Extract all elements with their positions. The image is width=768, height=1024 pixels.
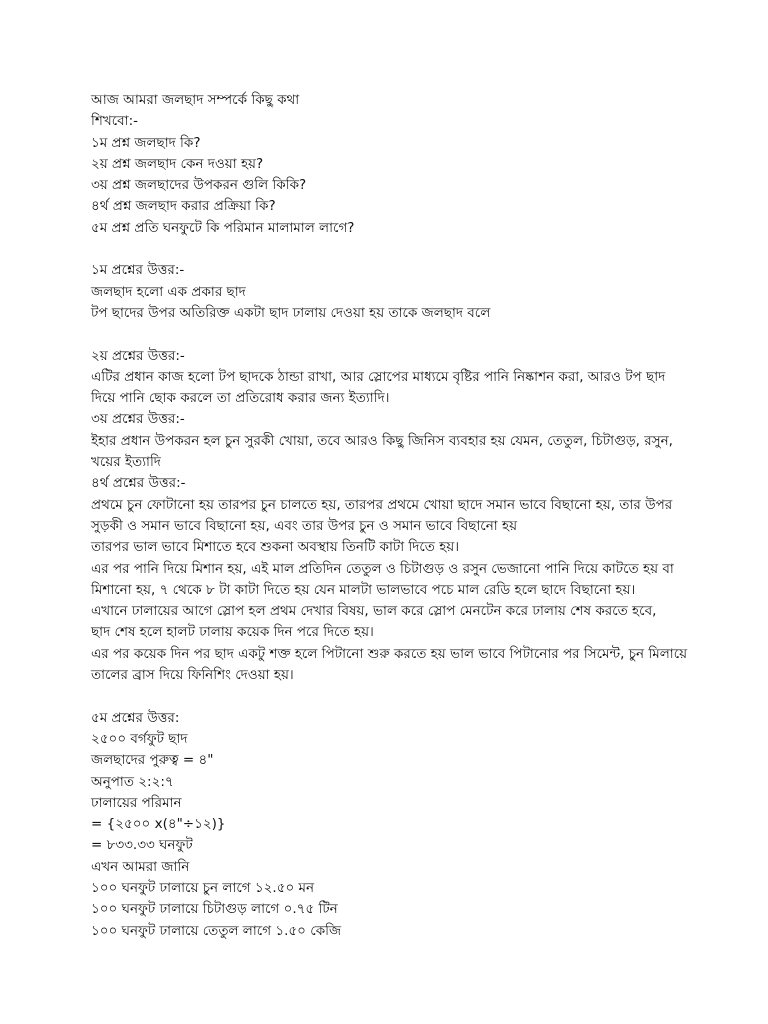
answer-2-line: এটির প্রধান কাজ হলো টপ ছাদকে ঠান্ডা রাখা, আর স্লোপের মাধ্যমে বৃষ্টির পানি নিষ্কাশন করা, আরও টপ ছাদ [91,368,666,385]
answer-2-line: দিয়ে পানি ছোক করলে তা প্রতিরোধ করার জন্য ইত্যাদি। [91,390,390,407]
answer-5-line: জলছাদের পুরুত্ব = ৪" [91,752,214,769]
answer-4-line: তারপর ভাল ভাবে মিশাতে হবে শুকনা অবস্থায় তিনটি কাটা দিতে হয়। [91,539,460,556]
answer-4-heading: ৪র্থ প্রশ্নের উত্তর:- [91,475,186,492]
answer-5-line: অনুপাত ২:২:৭ [91,773,174,790]
answer-5-line: ২৫০০ বর্গফুট ছাদ [91,730,188,747]
answer-5-line: ১০০ ঘনফুট ঢালায়ে চিটাগুড় লাগে ০.৭৫ টিন [91,901,338,918]
answer-5-heading: ৫ম প্রশ্নের উত্তর: [91,709,180,726]
answer-1-line: জলছাদ হলো এক প্রকার ছাদ [91,283,246,300]
answer-5-formula: = {২৫০০ x(৪"÷১২)} [91,816,226,833]
question-2: ২য় প্রশ্ন জলছাদ কেন দওয়া হয়? [91,155,264,172]
paragraph-gap [91,324,711,345]
answer-5-line: ঢালায়ের পরিমান [91,794,182,811]
answer-5-line: ১০০ ঘনফুট ঢালায়ে চুন লাগে ১২.৫০ মন [91,879,315,896]
intro-subtitle-line: শিখবো:- [91,113,138,130]
paragraph-gap [91,686,711,707]
question-4: ৪র্থ প্রশ্ন জলছাদ করার প্রক্রিয়া কি? [91,198,276,215]
question-5: ৫ম প্রশ্ন প্রতি ঘনফুটে কি পরিমান মালামাল লাগে? [91,219,355,236]
intro-title-line: আজ আমরা জলছাদ সম্পর্কে কিছু কথা [91,92,300,108]
answers-2-to-4-section [91,346,711,687]
question-3: ৩য় প্রশ্ন জলছাদের উপকরন গুলি কিকি? [91,177,307,194]
answer-2-heading: ২য় প্রশ্নের উত্তর:- [91,347,185,364]
answer-4-line: ছাদ শেষ হলে হালট ঢালায় কয়েক দিন পরে দিতে হয়। [91,624,374,641]
answer-5-result: = ৮৩৩.৩৩ ঘনফুট [91,837,193,854]
answer-5-line: ১০০ ঘনফুট ঢালায়ে তেতুল লাগে ১.৫০ কেজি [91,922,342,939]
answer-1-line: টপ ছাদের উপর অতিরিক্ত একটা ছাদ ঢালায় দেওয়া হয় তাকে জলছাদ বলে [91,304,491,321]
question-1: ১ম প্রশ্ন জলছাদ কি? [91,134,201,151]
answer-1-heading: ১ম প্রশ্নের উত্তর:- [91,262,185,279]
answer-4-line: প্রথমে চুন ফোটানো হয় তারপর চুন চালতে হয়, তারপর প্রথমে খোয়া ছাদে সমান ভাবে বিছানো হয়, তার উপর [91,496,673,513]
answer-1-section [91,260,711,324]
answer-4-line: তালের ব্রাস দিয়ে ফিনিশিং দেওয়া হয়। [91,667,294,684]
paragraph-gap [91,239,711,260]
intro-section [91,90,711,239]
answer-3-line: ইহার প্রধান উপকরন হল চুন সুরকী খোয়া, তবে আরও কিছু জিনিস ব্যবহার হয় যেমন, তেতুল, চিটাগুড়, রসুন, [91,432,673,449]
answer-3-heading: ৩য় প্রশ্নের উত্তর:- [91,411,185,428]
answer-5-section [91,708,711,942]
answer-4-line: এর পর পানি দিয়ে মিশান হয়, এই মাল প্রতিদিন তেতুল ও চিটাগুড় ও রসুন ভেজানো পানি দিয়ে কাটতে হয় বা [91,560,674,577]
answer-4-line: এর পর কয়েক দিন পর ছাদ একটু শক্ত হলে পিটানো শুরু করতে হয় ভাল ভাবে পিটানোর পর সিমেন্ট, চুন মিলায়ে [91,645,688,662]
answer-3-line: খয়ের ইত্যাদি [91,454,161,471]
answer-4-line: মিশানো হয়, ৭ থেকে ৮ টা কাটা দিতে হয় যেন মালটা ভালভাবে পচে মাল রেডি হলে ছাদে বিছানো হয়। [91,581,636,598]
answer-5-line: এখন আমরা জানি [91,858,190,875]
document-body [91,90,711,942]
answer-4-line: সুড়কী ও সমান ভাবে বিছানো হয়, এবং তার উপর চুন ও সমান ভাবে বিছানো হয় [91,517,518,534]
answer-4-line: এখানে ঢালায়ের আগে স্লোপ হল প্রথম দেখার বিষয়, ভাল করে স্লোপ মেনটেন করে ঢালায় শেষ করতে হবে, [91,603,657,620]
